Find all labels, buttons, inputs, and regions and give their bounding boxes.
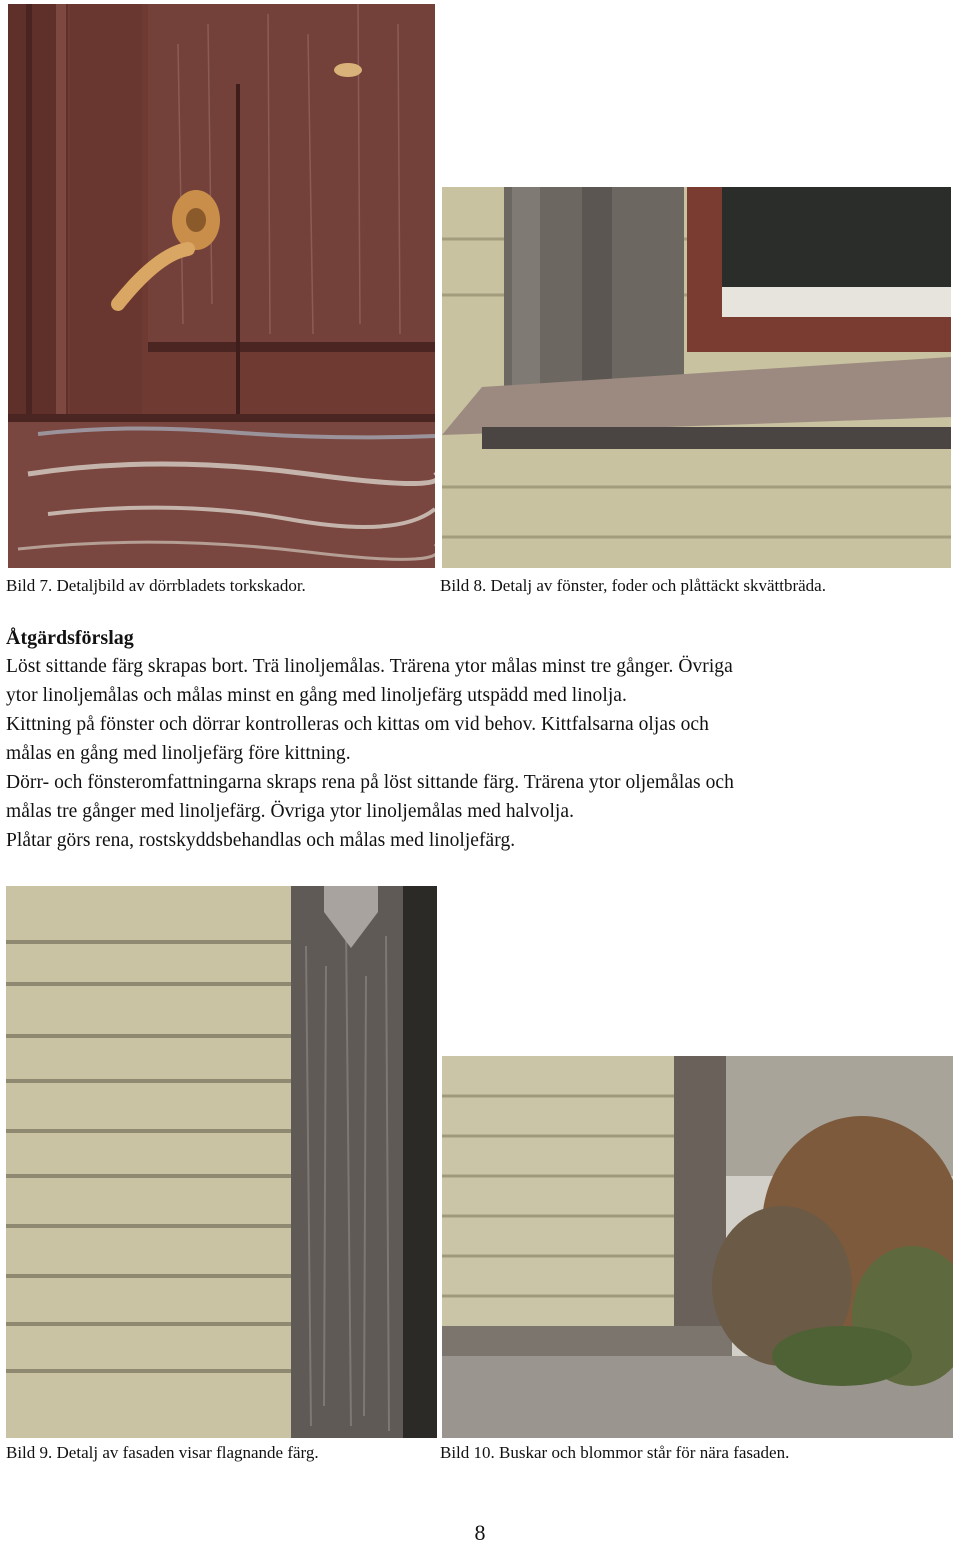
body-line: Plåtar görs rena, rostskyddsbehandlas och målas med linoljefärg. <box>6 830 516 851</box>
figure-caption: Bild 10. Buskar och blommor står för nära fasaden. <box>440 1443 790 1462</box>
page-number: 8 <box>474 1520 486 1545</box>
photo-door-panel-damage <box>8 4 435 568</box>
photo-bushes-near-facade <box>442 1056 953 1438</box>
figure-caption: Bild 7. Detaljbild av dörrbladets torkskador. <box>6 576 306 595</box>
photo-facade-peeling-paint <box>6 886 437 1438</box>
figure-caption: Bild 8. Detalj av fönster, foder och plåttäckt skvättbräda. <box>440 576 826 595</box>
body-line: ytor linoljemålas och målas minst en gång med linoljefärg utspädd med linolja. <box>6 685 627 706</box>
photo-window-sill-detail <box>442 187 951 568</box>
body-line: Löst sittande färg skrapas bort. Trä linoljemålas. Trärena ytor målas minst tre gånger. Övriga <box>6 656 733 677</box>
measures-section <box>6 624 956 855</box>
body-line: Kittning på fönster och dörrar kontrolleras och kittas om vid behov. Kittfalsarna oljas och <box>6 714 709 735</box>
body-line: Dörr- och fönsteromfattningarna skraps rena på löst sittande färg. Trärena ytor oljemålas och <box>6 772 734 793</box>
body-line: målas en gång med linoljefärg före kittning. <box>6 743 351 764</box>
figure-caption: Bild 9. Detalj av fasaden visar flagnande färg. <box>6 1443 319 1462</box>
section-heading: Åtgärdsförslag <box>6 627 134 649</box>
body-line: målas tre gånger med linoljefärg. Övriga ytor linoljemålas med halvolja. <box>6 801 575 822</box>
